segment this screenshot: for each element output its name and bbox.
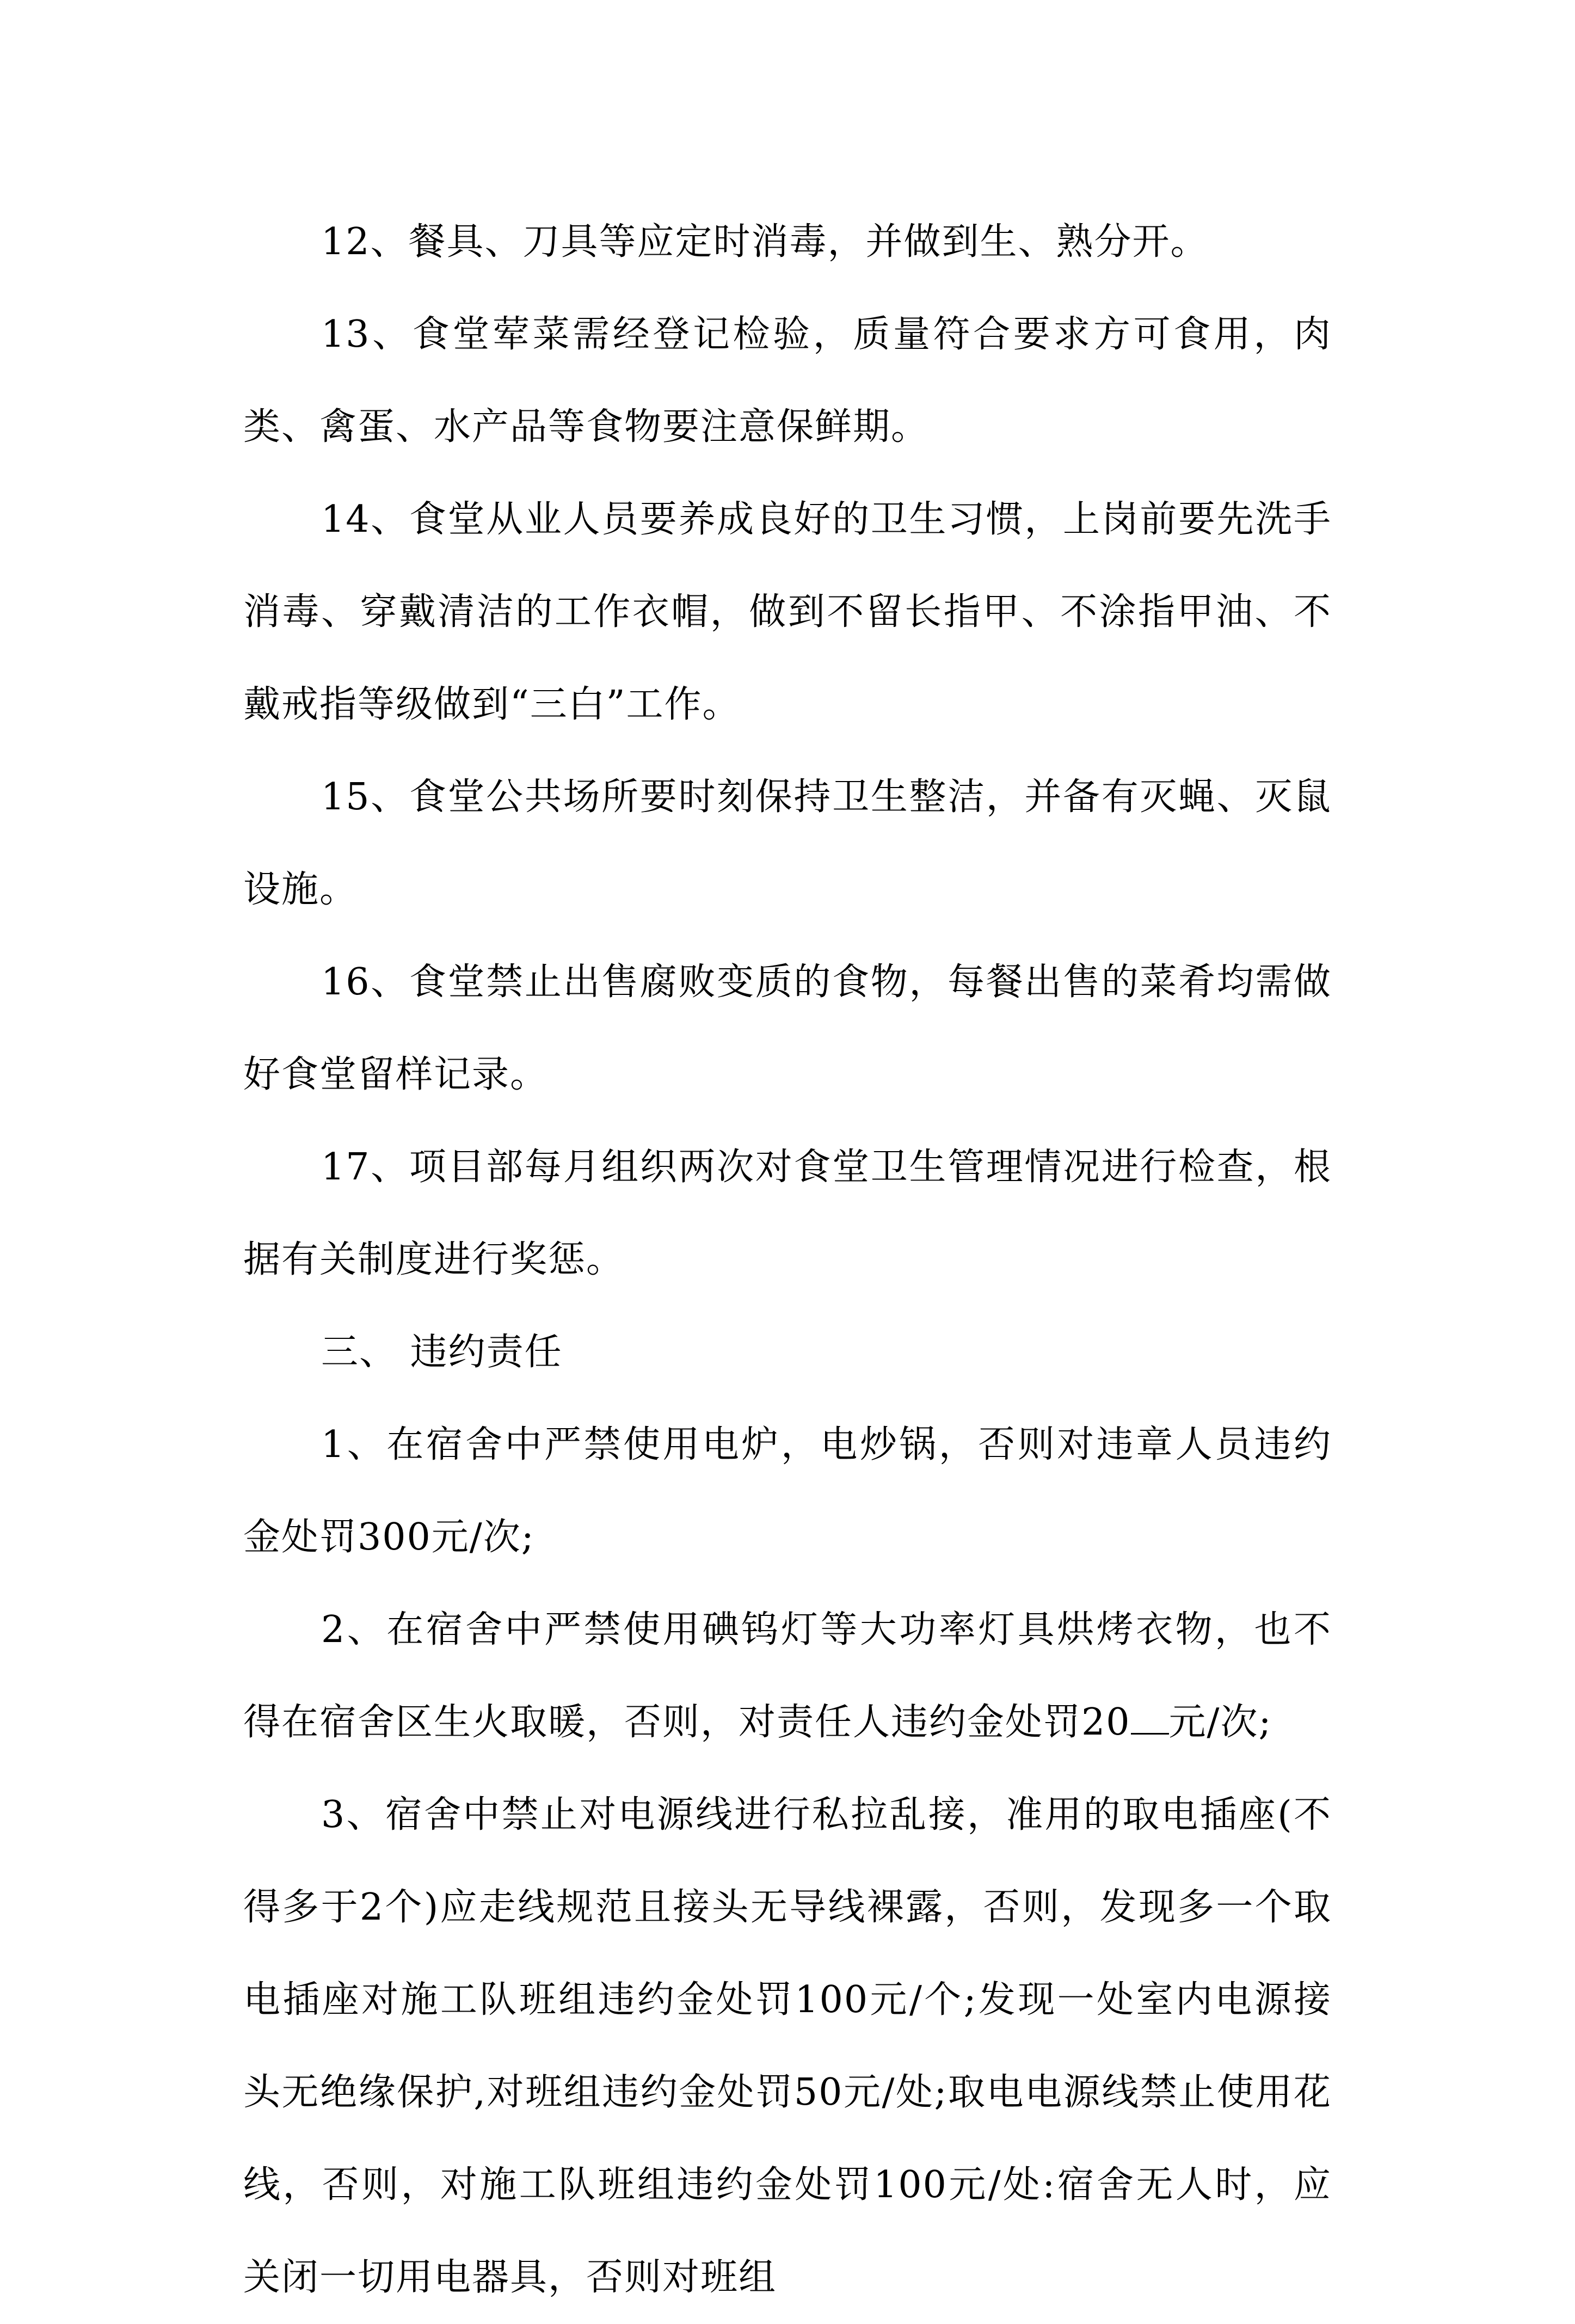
paragraph-14: 14、食堂从业人员要养成良好的卫生习惯，上岗前要先洗手消毒、穿戴清洁的工作衣帽，做到不留长指甲、不涂指甲油、不戴戒指等级做到“三白”工作。 [243, 498, 1332, 726]
liability-item-2-unit: 元/次; [1168, 1701, 1272, 1744]
liability-item-3: 3、宿舍中禁止对电源线进行私拉乱接，准用的取电插座(不得多于2个)应走线规范且接头无导线裸露，否则，发现多一个取电插座对施工队班组违约金处罚100元/个;发现一处室内电源接头无绝缘保护,对班组违约金处罚50元/处;取电电源线禁止使用花线，否则，对施工队班组违约金处罚100元/处:宿舍无人时，应关闭一切用电器具，否则对班组 [243, 1793, 1332, 2299]
paragraph-17: 17、项目部每月组织两次对食堂卫生管理情况进行检查，根据有关制度进行奖惩。 [243, 1146, 1332, 1281]
paragraph-13: 13、食堂荤菜需经登记检验，质量符合要求方可食用，肉类、禽蛋、水产品等食物要注意保鲜期。 [243, 313, 1332, 448]
liability-item-2 [243, 1584, 1332, 1769]
paragraph-16: 16、食堂禁止出售腐败变质的食物，每餐出售的菜肴均需做好食堂留样记录。 [243, 961, 1332, 1096]
paragraph-12: 12、餐具、刀具等应定时消毒，并做到生、熟分开。 [321, 220, 1209, 263]
liability-item-2-text: 2、在宿舍中严禁使用碘钨灯等大功率灯具烘烤衣物，也不得在宿舍区生火取暖，否则，对责任人违约金处罚20 [243, 1608, 1332, 1744]
fill-in-blank [1131, 1700, 1169, 1735]
section-heading-liability: 三、 违约责任 [321, 1331, 563, 1374]
liability-item-1: 1、在宿舍中严禁使用电炉，电炒锅，否则对违章人员违约金处罚300元/次; [243, 1423, 1332, 1559]
paragraph-15: 15、食堂公共场所要时刻保持卫生整洁，并备有灭蝇、灭鼠设施。 [243, 776, 1332, 911]
document-body [243, 196, 1332, 2324]
